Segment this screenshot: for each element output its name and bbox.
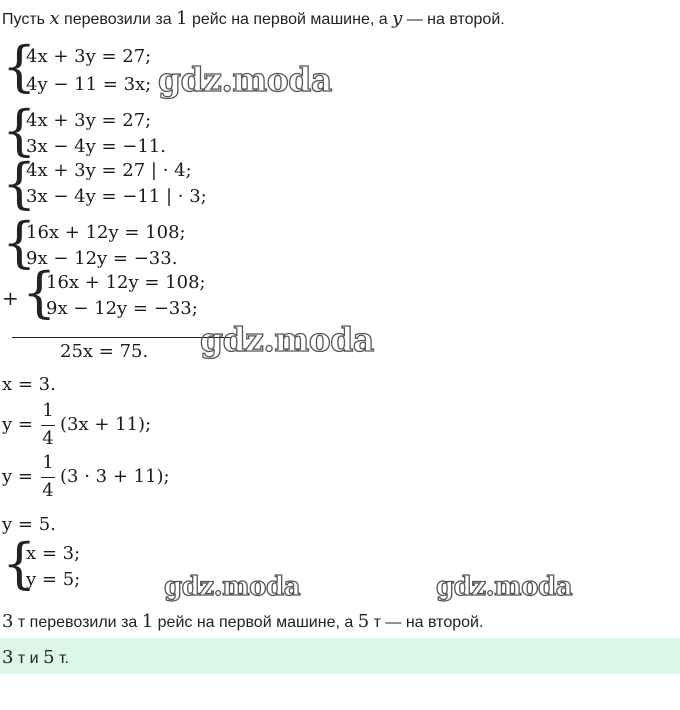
- conclusion-num2: 1: [141, 611, 154, 632]
- system1-eq1: 4x + 3y = 27;: [26, 46, 152, 67]
- system1-eq2: 4y − 11 = 3x;: [26, 74, 152, 95]
- answer-num2: 5: [43, 647, 55, 668]
- intro-var-x: x: [49, 8, 60, 29]
- intro-var-y: y: [392, 8, 403, 29]
- conclusion-suffix: т — на второй.: [369, 614, 484, 631]
- y-expr2-denominator: 4: [42, 480, 54, 501]
- answer-text: [2, 647, 69, 668]
- system3-eq2: 9x − 12y = −33.: [26, 248, 178, 269]
- intro-mid1: перевозили за: [59, 11, 177, 28]
- answer-box: [0, 638, 680, 674]
- x-result: x = 3.: [2, 374, 56, 395]
- system4-brace: {: [22, 261, 57, 324]
- intro-mid2: рейс на первой машине, а: [187, 11, 393, 28]
- y-expr1-lhs: y =: [2, 414, 33, 435]
- plus-sign: +: [2, 286, 19, 310]
- y-expr2-rhs: (3 · 3 + 11);: [60, 466, 170, 487]
- conclusion-mid1: т перевозили за: [13, 614, 142, 631]
- y-expr1-numerator: 1: [42, 400, 54, 421]
- answer-num1: 3: [2, 647, 14, 668]
- conclusion-line: [2, 611, 483, 632]
- watermark: gdz.moda: [436, 572, 573, 602]
- conclusion-num3: 5: [357, 611, 370, 632]
- system2-brace-top: {: [2, 99, 37, 162]
- y-expr1-fraction-bar: [41, 425, 55, 426]
- system3-brace: {: [2, 211, 37, 274]
- final-system-brace: {: [2, 532, 37, 595]
- system2-eq4: 3x − 4y = −11 | · 3;: [26, 186, 207, 207]
- conclusion-mid2: рейс на первой машине, а: [153, 614, 358, 631]
- y-expr2-lhs: y =: [2, 466, 33, 487]
- answer-mid: т и: [13, 650, 44, 667]
- system4-eq2: 9x − 12y = −33;: [46, 298, 198, 319]
- system2-eq2: 3x − 4y = −11.: [26, 136, 166, 157]
- sum-result: 25x = 75.: [60, 341, 149, 362]
- watermark: gdz.moda: [164, 572, 301, 602]
- y-expr2-numerator: 1: [42, 452, 54, 473]
- y-expr1-rhs: (3x + 11);: [60, 414, 152, 435]
- system1-brace: {: [2, 35, 37, 98]
- system3-eq1: 16x + 12y = 108;: [26, 222, 186, 243]
- final-system-eq1: x = 3;: [26, 543, 81, 564]
- intro-num1: 1: [176, 8, 188, 29]
- conclusion-num1: 3: [2, 611, 14, 632]
- y-expr2-fraction-bar: [41, 477, 55, 478]
- final-system-eq2: y = 5;: [26, 569, 81, 590]
- watermark: gdz.moda: [158, 60, 332, 99]
- watermark: gdz.moda: [200, 320, 374, 359]
- system2-brace-bottom: {: [2, 152, 37, 215]
- intro-prefix: Пусть: [2, 11, 50, 28]
- system4-eq1: 16x + 12y = 108;: [46, 272, 206, 293]
- system2-eq3: 4x + 3y = 27 | · 4;: [26, 160, 192, 181]
- sum-divider: [12, 337, 230, 338]
- system2-eq1: 4x + 3y = 27;: [26, 110, 152, 131]
- intro-suffix: — на второй.: [402, 11, 505, 28]
- y-result: y = 5.: [2, 514, 56, 535]
- answer-suffix: т.: [54, 650, 69, 667]
- y-expr1-denominator: 4: [42, 428, 54, 449]
- intro-line: [2, 8, 505, 29]
